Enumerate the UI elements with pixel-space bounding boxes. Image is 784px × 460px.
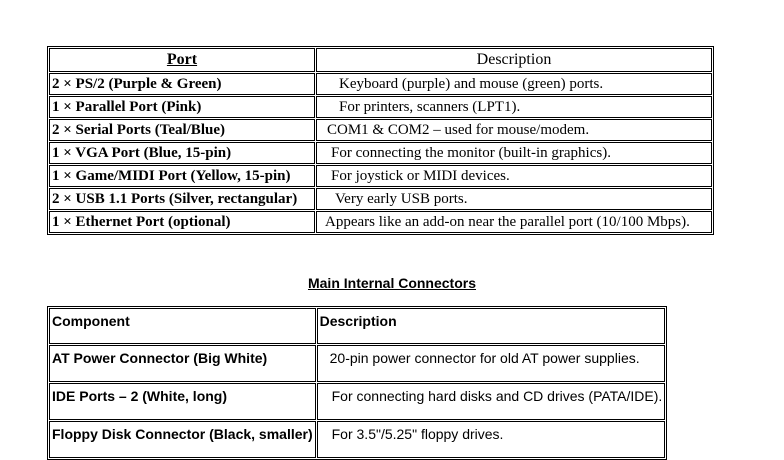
description-cell: COM1 & COM2 – used for mouse/modem. [316,119,712,141]
component-column-header: Component [49,308,316,344]
component-cell: Floppy Disk Connector (Black, smaller) [49,421,316,458]
table-row [49,421,665,458]
port-cell: 1 × VGA Port (Blue, 15-pin) [49,142,315,164]
ports-header-row [49,48,712,72]
port-cell: 1 × Game/MIDI Port (Yellow, 15-pin) [49,165,315,187]
table-row [49,165,712,187]
connectors-table [47,306,667,460]
ports-table [47,46,714,235]
table-row [49,383,665,420]
description-cell: Very early USB ports. [316,188,712,210]
description-column-header: Description [317,308,666,344]
port-cell: 2 × USB 1.1 Ports (Silver, rectangular) [49,188,315,210]
port-cell: 2 × Serial Ports (Teal/Blue) [49,119,315,141]
component-cell: IDE Ports – 2 (White, long) [49,383,316,420]
description-cell: For connecting hard disks and CD drives (PATA/IDE). [317,383,666,420]
description-cell: For 3.5"/5.25" floppy drives. [317,421,666,458]
table-row [49,73,712,95]
table-row [49,119,712,141]
description-cell: Appears like an add-on near the parallel port (10/100 Mbps). [316,211,712,233]
table-row [49,142,712,164]
table-row [49,188,712,210]
table-row [49,211,712,233]
description-cell: For connecting the monitor (built-in graphics). [316,142,712,164]
description-cell: Keyboard (purple) and mouse (green) ports. [316,73,712,95]
description-cell: For joystick or MIDI devices. [316,165,712,187]
table-row [49,345,665,382]
component-cell: AT Power Connector (Big White) [49,345,316,382]
port-cell: 1 × Parallel Port (Pink) [49,96,315,118]
table-row [49,96,712,118]
port-cell: 2 × PS/2 (Purple & Green) [49,73,315,95]
description-cell: 20-pin power connector for old AT power supplies. [317,345,666,382]
port-cell: 1 × Ethernet Port (optional) [49,211,315,233]
section-heading: Main Internal Connectors [307,275,477,291]
description-cell: For printers, scanners (LPT1). [316,96,712,118]
port-column-header: Port [49,48,315,72]
description-column-header: Description [316,48,712,72]
connectors-header-row [49,308,665,344]
